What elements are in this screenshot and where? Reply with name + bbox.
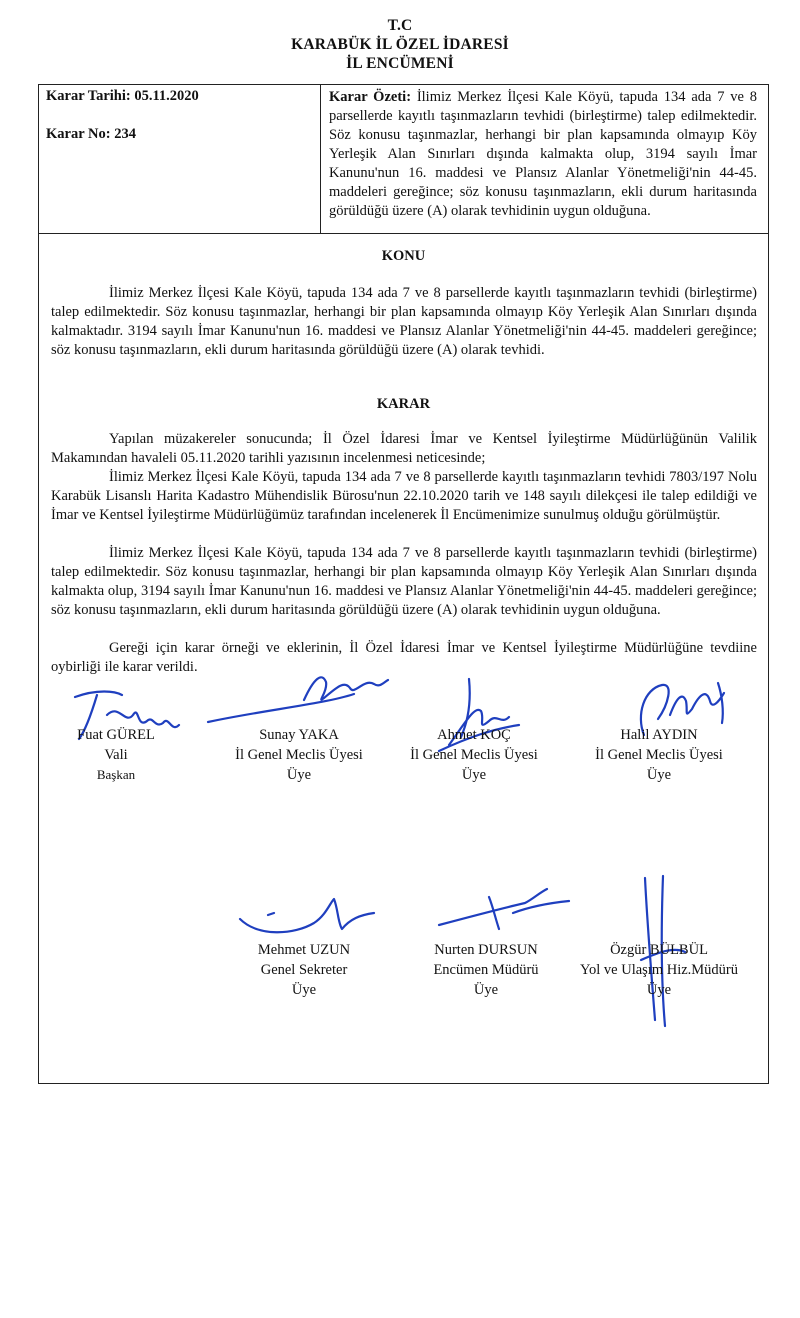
decision-meta <box>39 85 321 233</box>
karar-paragraph-1: Yapılan müzakereler sonucunda; İl Özel İdaresi İmar ve Kentsel İyileştirme Müdürlüğünün Valilik Makamından havaleli 05.11.2020 tarihli yazısının incelenmesi neticesinde; <box>51 431 757 466</box>
signatory-role: Üye <box>473 982 499 998</box>
signature-dursun <box>429 885 579 935</box>
signatory-role: Üye <box>286 767 312 783</box>
decision-date: Karar Tarihi: 05.11.2020 <box>46 88 199 104</box>
decision-frame <box>38 84 769 1084</box>
header-line-council: İL ENCÜMENİ <box>346 55 454 72</box>
header-line-institution: KARABÜK İL ÖZEL İDARESİ <box>291 36 509 53</box>
signature-yaka <box>204 670 394 730</box>
signatory-title: Vali <box>104 747 128 763</box>
decision-number: Karar No: 234 <box>46 126 136 142</box>
summary-row <box>39 85 768 234</box>
karar-paragraph-2: İlimiz Merkez İlçesi Kale Köyü, tapuda 134 ada 7 ve 8 parsellerde kayıtlı taşınmazların tevhidi 7803/197 Nolu Karabük Lisanslı Harita Kadastro Mühendislik Bürosu'nun 22.10.2020 tarih ve 148 sayılı dilekçesi ile talep edildiği ve İmar ve Kentsel İyileştirme Müdürlüğümüz tarafından incelenerek İl Encümenimize sunulmuş olduğu görülmüştür. <box>51 469 757 523</box>
signatory-uzun <box>224 940 384 1000</box>
decision-summary <box>329 88 757 221</box>
karar-paragraph-4: Gereği için karar örneği ve eklerinin, İl Özel İdaresi İmar ve Kentsel İyileştirme Müdürlüğüne tevdiine oybirliği ile karar verildi. <box>51 640 757 675</box>
signatory-title: Encümen Müdürü <box>433 962 539 978</box>
karar-paragraph-3: İlimiz Merkez İlçesi Kale Köyü, tapuda 134 ada 7 ve 8 parsellerde kayıtlı taşınmazların tevhidi (birleştirme) talep edilmektedir. Söz konusu taşınmazlar, herhangi bir plan kapsamında olmayıp Köy Yerleşik Alan Sınırları dışında kalmakta olup, 3194 sayılı İmar Kanunu'nun 16. maddesi ve Plansız Alanlar Yönetmeliği'nin 44-45. maddeleri gereğince; söz konusu taşınmazların, ekli durum haritasında görüldüğü üzere (A) olarak tevhidinin uygun olduğuna. <box>51 545 757 618</box>
signatory-role: Başkan <box>96 767 136 782</box>
signatory-title: Yol ve Ulaşım Hiz.Müdürü <box>579 962 739 978</box>
summary-label: Karar Özeti: <box>329 89 412 105</box>
signatory-role: Üye <box>461 767 487 783</box>
signatory-name: Özgür BÜLBÜL <box>610 942 708 958</box>
signatory-yaka <box>209 725 389 785</box>
signatory-role: Üye <box>646 982 672 998</box>
header-line-tc: T.C <box>387 17 413 34</box>
signatory-gurel <box>41 725 191 785</box>
signatory-aydin <box>569 725 749 785</box>
signatory-name: Fuat GÜREL <box>77 727 155 743</box>
signatory-koc <box>384 725 564 785</box>
signatory-name: Halil AYDIN <box>620 727 698 743</box>
signatory-title: İl Genel Meclis Üyesi <box>595 747 723 763</box>
signatory-name: Nurten DURSUN <box>434 942 538 958</box>
konu-text: İlimiz Merkez İlçesi Kale Köyü, tapuda 134 ada 7 ve 8 parsellerde kayıtlı taşınmazların tevhidi (birleştirme) talep edilmektedir. Söz konusu taşınmazlar, herhangi bir plan kapsamında olmayıp Köy Yerleşik Alan Sınırları dışında kalmaktadır. 3194 sayılı İmar Kanunu'nun 16. maddesi ve Plansız Alanlar Yönetmeliği'nin 44-45. maddeleri gereğince; söz konusu taşınmazların, ekli durum haritasında görüldüğü üzere (A) olarak tevhidi. <box>51 285 757 358</box>
signature-uzun <box>234 893 384 943</box>
signatory-name: Sunay YAKA <box>259 727 339 743</box>
signatory-title: İl Genel Meclis Üyesi <box>410 747 538 763</box>
signatory-name: Ahmet KOÇ <box>437 727 511 743</box>
summary-text: İlimiz Merkez İlçesi Kale Köyü, tapuda 134 ada 7 ve 8 parsellerde kayıtlı taşınmazların tevhidi (birleştirme) talep edilmektedir. Söz konusu taşınmazlar, herhangi bir plan kapsamında olmayıp Köy Yerleşik Alan Sınırları dışında kalmakta olup, 3194 sayılı İmar Kanunu'nun 16. maddesi ve Plansız Alanlar Yönetmeliği'nin 44-45. maddeleri gereğince; söz konusu taşınmazların, ekli durum haritasında görüldüğü üzere (A) olarak tevhidinin uygun olduğuna. <box>329 89 758 219</box>
signatory-name: Mehmet UZUN <box>257 942 351 958</box>
signatory-title: Genel Sekreter <box>260 962 348 978</box>
signatory-role: Üye <box>646 767 672 783</box>
signatory-bulbul <box>559 940 759 1000</box>
karar-title: KARAR <box>376 396 431 412</box>
signatory-title: İl Genel Meclis Üyesi <box>235 747 363 763</box>
signatory-dursun <box>401 940 571 1000</box>
konu-title: KONU <box>381 248 426 264</box>
signatory-role: Üye <box>291 982 317 998</box>
document-header <box>0 16 800 73</box>
